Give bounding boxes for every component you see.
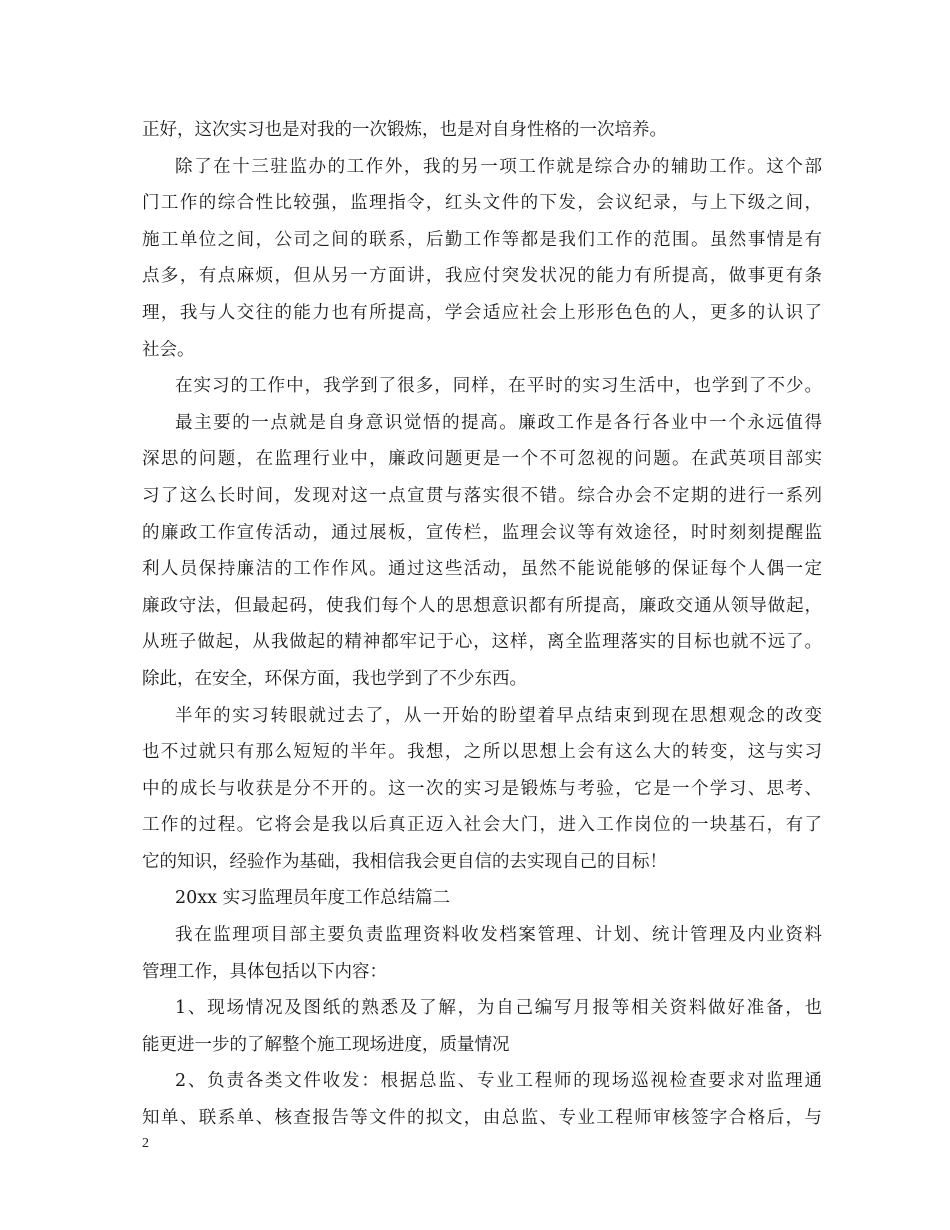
text-line: 也不过就只有那么短短的半年。我想，之所以思想上会有这么大的转变，这与实习 [142,742,824,763]
text-line: 除了在十三驻监办的工作外，我的另一项工作就是综合办的辅助工作。这个部 [175,156,824,177]
text-line: 工作的过程。它将会是我以后真正迈入社会大门，进入工作岗位的一块基石，有了 [142,815,824,836]
text-line: 社会。 [142,339,195,360]
text-line: 习了这么长时间，发现对这一点宣贯与落实很不错。综合办会不定期的进行一系列 [142,485,824,506]
text-line: 除此，在安全，环保方面，我也学到了不少东西。 [142,668,527,689]
text-line: 知单、联系单、核查报告等文件的拟文，由总监、专业工程师审核签字合格后，与 [142,1108,824,1129]
text-line: 的廉政工作宣传活动，通过展板，宣传栏，监理会议等有效途径，时时刻刻提醒监 [142,522,824,543]
text-line: 它的知识，经验作为基础，我相信我会更自信的去实现自己的目标！ [142,851,667,872]
text-line: 从班子做起，从我做起的精神都牢记于心，这样，离全监理落实的目标也就不远了。 [142,632,823,653]
text-line: 门工作的综合性比较强，监理指令，红头文件的下发，会议纪录，与上下级之间， [142,193,824,214]
text-line: 施工单位之间，公司之间的联系，后勤工作等都是我们工作的范围。虽然事情是有 [142,229,824,250]
text-line: 管理工作，具体包括以下内容： [142,961,387,982]
text-line: 利人员保持廉洁的工作作风。通过这些活动，虽然不能说能够的保证每个人偶一定 [142,559,824,580]
text-line: 1、现场情况及图纸的熟悉及了解，为自己编写月报等相关资料做好准备，也 [175,998,824,1019]
text-line: 最主要的一点就是自身意识觉悟的提高。廉政工作是各行各业中一个永远值得 [175,412,824,433]
text-line: 能更进一步的了解整个施工现场进度，质量情况 [142,1034,510,1055]
text-line: 半年的实习转眼就过去了，从一开始的盼望着早点结束到现在思想观念的改变 [175,705,824,726]
document-body [142,112,822,1137]
text-line: 我在监理项目部主要负责监理资料收发档案管理、计划、统计管理及内业资料 [175,925,824,946]
text-line: 在实习的工作中，我学到了很多，同样，在平时的实习生活中，也学到了不少。 [175,376,824,397]
page-number: 2 [142,1136,149,1151]
text-line: 廉政守法，但最起码，使我们每个人的思想意识都有所提高，廉政交通从领导做起， [142,595,823,616]
text-line: 点多，有点麻烦，但从另一方面讲，我应付突发状况的能力有所提高，做事更有条 [142,266,824,287]
text-line: 中的成长与收获是分不开的。这一次的实习是锻炼与考验，它是一个学习、思考、 [142,778,824,799]
text-line: 正好，这次实习也是对我的一次锻炼，也是对自身性格的一次培养。 [142,120,667,140]
text-line: 理，我与人交往的能力也有所提高，学会适应社会上形形色色的人，更多的认识了 [142,302,824,323]
text-line: 20xx 实习监理员年度工作总结篇二 [175,888,451,909]
text-line: 深思的问题，在监理行业中，廉政问题更是一个不可忽视的问题。在武英项目部实 [142,449,824,470]
text-line: 2、负责各类文件收发：根据总监、专业工程师的现场巡视检查要求对监理通 [175,1071,824,1092]
